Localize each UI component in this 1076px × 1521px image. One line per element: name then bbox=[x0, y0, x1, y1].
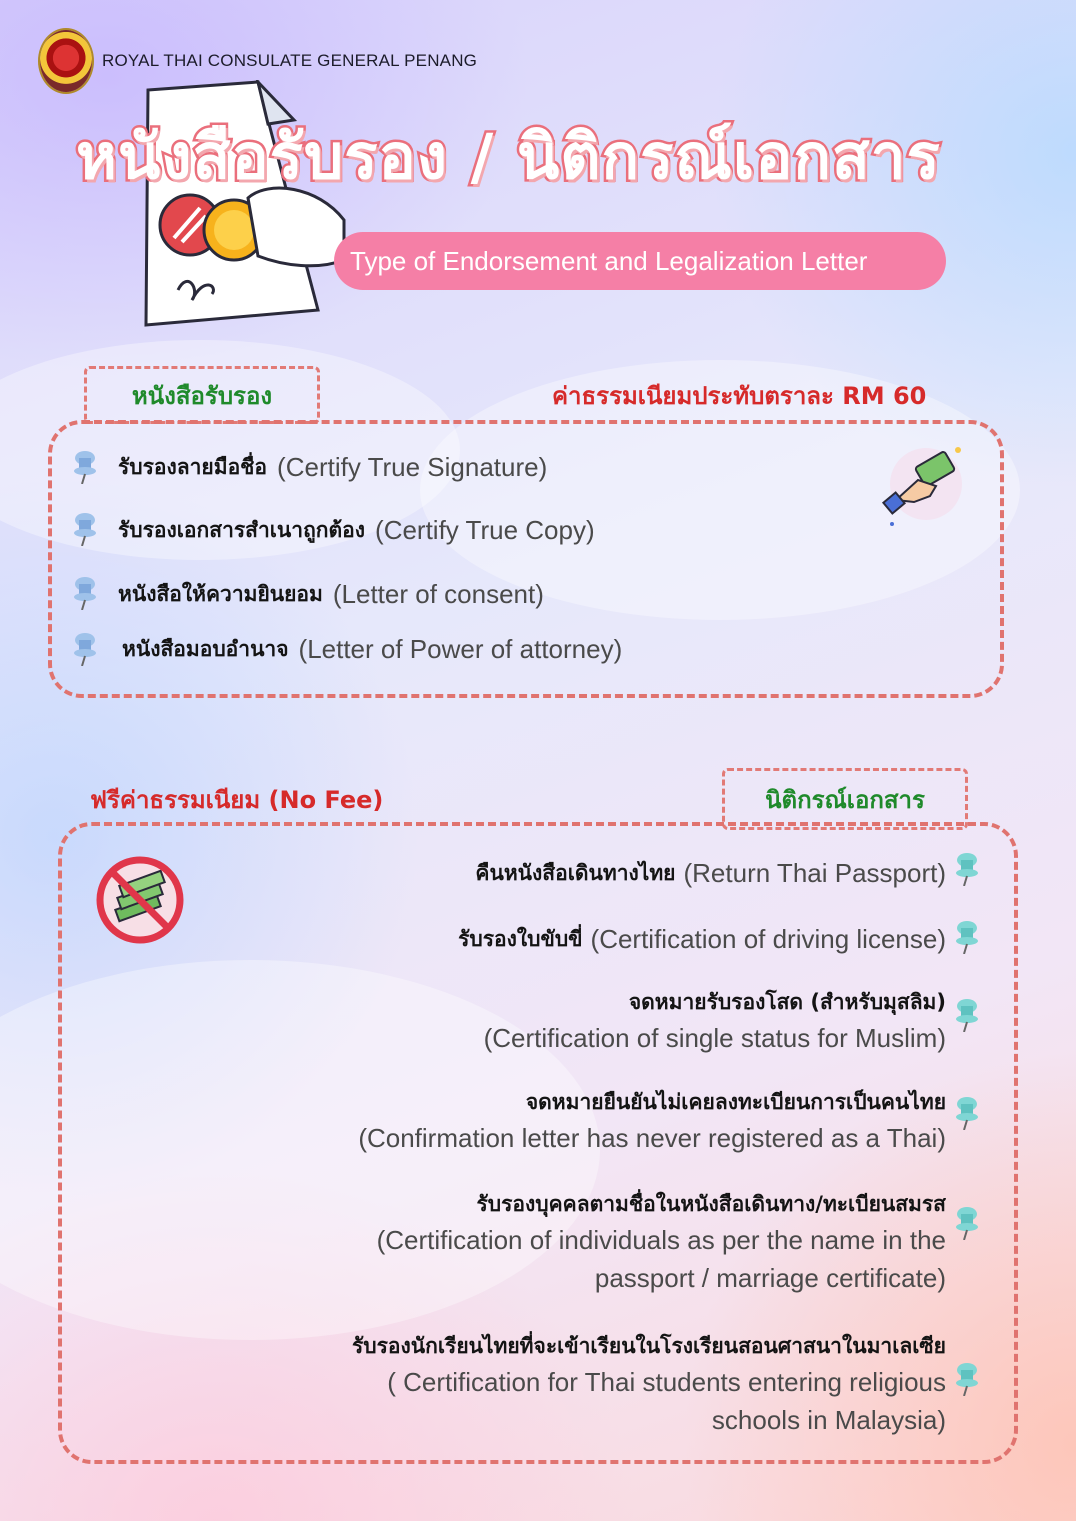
legalization-item-single-status bbox=[484, 986, 946, 1057]
pushpin-icon bbox=[954, 1096, 980, 1130]
item-english-label: schools in Malaysia) bbox=[711, 1405, 946, 1435]
endorsement-item-true-copy bbox=[118, 510, 595, 550]
item-thai-label: จดหมายยืนยันไม่เคยลงทะเบียนการเป็นคนไทย bbox=[525, 1090, 946, 1114]
item-english-label: (Certification of driving license) bbox=[590, 924, 946, 954]
legalization-item-driving-license bbox=[458, 920, 946, 958]
item-thai-label: หนังสือให้ความยินยอม bbox=[118, 581, 323, 606]
item-thai-label: รับรองนักเรียนไทยที่จะเข้าเรียนในโรงเรียนสอนศาสนาในมาเลเซีย bbox=[352, 1334, 946, 1358]
endorsement-fee-label: ค่าธรรมเนียมประทับตราละ RM 60 bbox=[552, 382, 927, 410]
item-english-label: (Certification of individuals as per the name in the bbox=[376, 1225, 946, 1255]
money-hand-icon bbox=[878, 440, 968, 530]
endorsement-item-signature bbox=[118, 447, 547, 487]
legalization-item-never-registered bbox=[358, 1086, 946, 1157]
page-title: หนังสือรับรอง / นิติกรณ์เอกสาร bbox=[76, 120, 941, 193]
consulate-name: ROYAL THAI CONSULATE GENERAL PENANG bbox=[102, 51, 478, 70]
legalization-item-name-certification bbox=[377, 1188, 946, 1297]
item-english-label: (Confirmation letter has never registered as a Thai) bbox=[358, 1123, 946, 1153]
item-thai-label: รับรองลายมือชื่อ bbox=[118, 454, 268, 479]
item-english-label: (Letter of Power of attorney) bbox=[298, 633, 623, 664]
legalization-fee-label: ฟรีค่าธรรมเนียม (No Fee) bbox=[90, 786, 384, 814]
pushpin-icon bbox=[954, 1362, 980, 1396]
item-english-label: (Certification of single status for Muslim) bbox=[483, 1023, 946, 1053]
item-thai-label: จดหมายรับรองโสด (สำหรับมุสลิม) bbox=[628, 990, 946, 1014]
item-thai-label: รับรองเอกสารสำเนาถูกต้อง bbox=[118, 517, 366, 542]
item-english-label: (Return Thai Passport) bbox=[683, 858, 946, 888]
endorsement-section-tag bbox=[84, 366, 320, 424]
subtitle-text: Type of Endorsement and Legalization Letter bbox=[350, 245, 868, 276]
item-english-label: (Certify True Signature) bbox=[277, 451, 548, 482]
legalization-item-return-passport bbox=[475, 854, 946, 892]
endorsement-item-power-of-attorney bbox=[122, 629, 622, 669]
legalization-item-religious-schools bbox=[352, 1330, 946, 1439]
pushpin-icon bbox=[954, 920, 980, 954]
item-english-label: (Certify True Copy) bbox=[375, 514, 595, 545]
item-thai-label: รับรองบุคคลตามชื่อในหนังสือเดินทาง/ทะเบียนสมรส bbox=[476, 1192, 946, 1216]
item-english-label: (Letter of consent) bbox=[332, 578, 544, 609]
pushpin-icon bbox=[954, 998, 980, 1032]
item-english-label: ( Certification for Thai students entering religious bbox=[387, 1367, 946, 1397]
legalization-section-tag bbox=[722, 768, 968, 830]
pushpin-icon bbox=[72, 632, 98, 666]
consulate-emblem-logo bbox=[40, 30, 92, 92]
no-money-icon bbox=[94, 854, 186, 946]
pushpin-icon bbox=[954, 852, 980, 886]
endorsement-item-consent bbox=[118, 574, 544, 614]
legalization-tag-label: นิติกรณ์เอกสาร bbox=[765, 785, 925, 814]
item-english-label: passport / marriage certificate) bbox=[594, 1263, 946, 1293]
endorsement-tag-label: หนังสือรับรอง bbox=[131, 381, 273, 410]
pushpin-icon bbox=[72, 576, 98, 610]
pushpin-icon bbox=[72, 512, 98, 546]
item-thai-label: คืนหนังสือเดินทางไทย bbox=[475, 860, 676, 885]
pushpin-icon bbox=[72, 450, 98, 484]
item-thai-label: รับรองใบขับขี่ bbox=[458, 926, 583, 951]
item-thai-label: หนังสือมอบอำนาจ bbox=[122, 636, 289, 661]
subtitle-pill bbox=[334, 232, 946, 290]
pushpin-icon bbox=[954, 1206, 980, 1240]
